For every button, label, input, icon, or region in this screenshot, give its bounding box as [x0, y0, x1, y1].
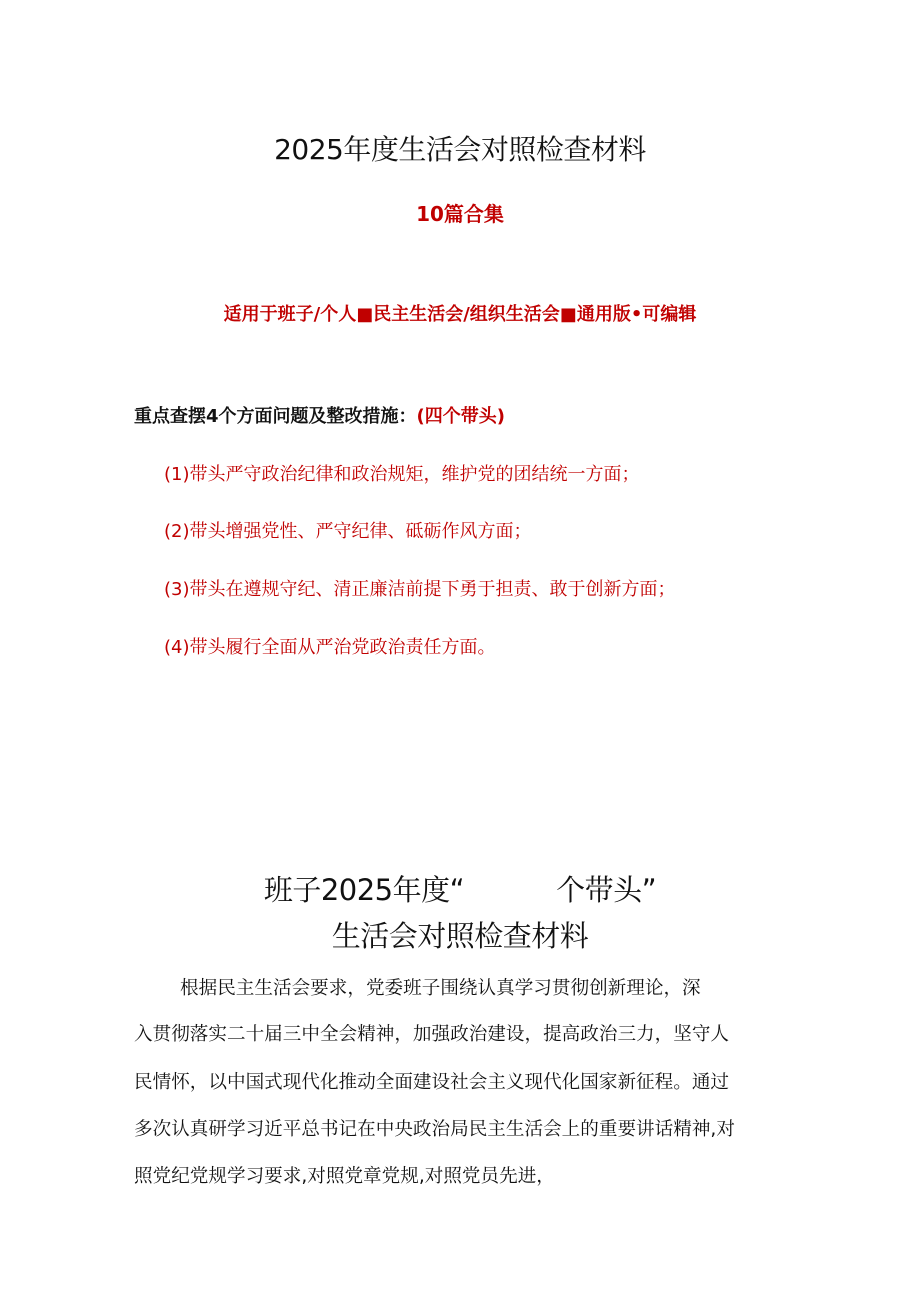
document-title-part2: 个带头”: [556, 873, 657, 907]
document-title-line1: [0, 868, 920, 909]
document-title-part1: 班子2025年度“: [263, 873, 465, 907]
paragraph-line: 入贯彻落实二十届三中全会精神，加强政治建设，提高政治三力，坚守人: [134, 1024, 730, 1045]
focus-heading-main: 重点查摆4个方面问题及整改措施：: [134, 406, 417, 427]
focus-item: (3)带头在遵规守纪、清正廉洁前提下勇于担责、敢于创新方面；: [164, 579, 676, 600]
focus-heading: [134, 402, 505, 428]
collection-subtitle: 10篇合集: [416, 202, 504, 226]
document-title-line2: 生活会对照检查材料: [331, 919, 589, 953]
applicability-tagline: 适用于班子/个人■民主生活会/组织生活会■通用版•可编辑: [223, 304, 697, 325]
paragraph-line: 民情怀，以中国式现代化推动全面建设社会主义现代化国家新征程。通过: [134, 1072, 730, 1093]
focus-item: (2)带头增强党性、严守纪律、砥砺作风方面；: [164, 521, 532, 542]
paragraph-line: 多次认真研学习近平总书记在中央政治局民主生活会上的重要讲话精神,对: [134, 1119, 735, 1140]
focus-item: (4)带头履行全面从严治党政治责任方面。: [164, 637, 496, 658]
page-title: 2025年度生活会对照检查材料: [274, 133, 646, 166]
focus-item: (1)带头严守政治纪律和政治规矩，维护党的团结统一方面；: [164, 464, 640, 485]
paragraph-line: 照党纪党规学习要求,对照党章党规,对照党员先进，: [134, 1166, 555, 1187]
focus-heading-highlight: (四个带头): [416, 406, 505, 427]
paragraph-line: 根据民主生活会要求，党委班子围绕认真学习贯彻创新理论，深: [180, 978, 701, 999]
